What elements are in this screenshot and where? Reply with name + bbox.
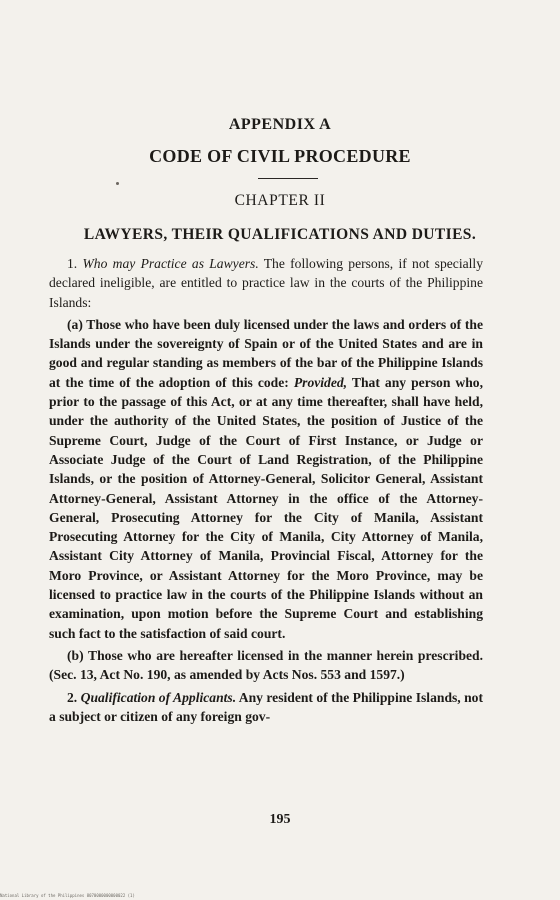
paragraph-4-number: 2. xyxy=(67,689,78,705)
paragraph-2-rest: That any person who, prior to the passage of this Act, or at any time thereafter, shall have held, under the authority of the United States, the position of Justice of the Supreme Court, Judge of the Court of First Instance, or Judge or Associate Judge of the Court of Land Registration, of the Philippine Islands, or the position of Attorney-General, Solicitor General, Assistant Attorney-General, Assistant Attorney in the office of the Attorney-General, Prosecuting Attorney for the City of Manila, Assistant Prosecuting Attorney for the City of Manila, City Attorney of Manila, Assistant City Attorney of Manila, Provincial Fiscal, Attorney for the Moro Province, or Assistant Attorney for the Moro Province, may be licensed to practice law in the courts of the Philippine Islands without an examination, upon motion before the Supreme Court and establishing such fact to the satisfaction of said court. xyxy=(49,374,483,641)
paragraph-3: (b) Those who are hereafter licensed in the manner herein prescribed. (Sec. 13, Act No. 190, as amended by Acts Nos. 553 and 1597.) xyxy=(49,647,483,683)
paragraph-1-text: The following persons, if not specially declared ineligible, are entitled to practice law in the courts of the Philippine Islands: xyxy=(49,256,483,310)
paragraph-1-title: Who may Practice as Lawyers. xyxy=(82,256,259,271)
section-title: LAWYERS, THEIR QUALIFICATIONS AND DUTIES. xyxy=(83,226,477,243)
body-text xyxy=(49,254,483,729)
paragraph-4-title: Qualification of Applicants. xyxy=(80,689,237,705)
appendix-heading: APPENDIX A xyxy=(228,116,332,133)
paragraph-2-provided: Provided, xyxy=(293,374,348,390)
paragraph-1 xyxy=(49,254,483,312)
title-divider xyxy=(258,178,318,179)
scan-label: National Library of the Philippines 8070000000000022 (1) xyxy=(0,893,135,898)
paragraph-2-lead: (a) Those who have been duly licensed under the laws and orders of the Islands under the sovereignty of Spain or of the United States and are in good and regular standing as members of the bar of the Philippine Islands at the time of the adoption of this code: xyxy=(49,316,483,390)
paragraph-4-text: Any resident of the Philippine Islands, not a subject or citizen of any foreign gov- xyxy=(49,689,483,724)
paragraph-4 xyxy=(49,688,483,727)
code-title: CODE OF CIVIL PROCEDURE xyxy=(149,146,411,166)
paragraph-2 xyxy=(49,315,483,643)
page-number: 195 xyxy=(269,812,291,827)
speck-mark xyxy=(116,182,119,185)
chapter-heading: CHAPTER II xyxy=(234,192,326,209)
paragraph-1-number: 1. xyxy=(67,256,78,271)
